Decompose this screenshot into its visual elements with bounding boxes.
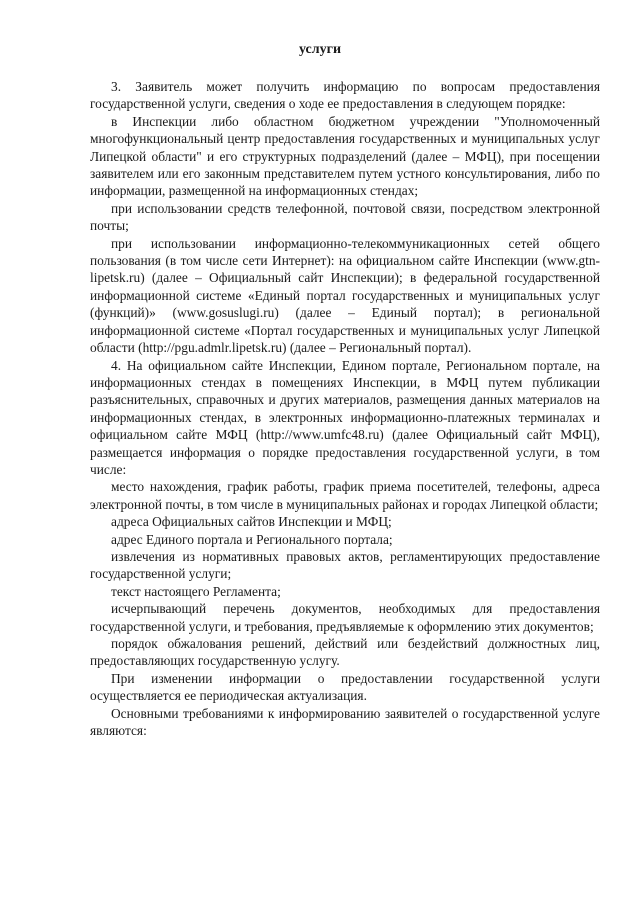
document-body [90,78,600,739]
paragraph-location: место нахождения, график работы, график приема посетителей, телефоны, адреса электронной почты, в том числе в муниципальных районах и городах Липецкой области; [90,479,600,512]
paragraph-update: При изменении информации о предоставлении государственной услуги осуществляется ее периодическая актуализация. [90,670,600,704]
paragraph-item-4: 4. На официальном сайте Инспекции, Едином портале, Региональном портале, на информационных стендах в помещениях Инспекции, в МФЦ путем публикации разъяснительных, справочных и других материалов, размещения данных материалов на информационных стендах, в электронных информационно-платежных терминалах и официальном сайте МФЦ (http://www.umfc48.ru) (далее Официальный сайт МФЦ), размещается информация о порядке предоставления государственной услуги, в том числе: [90,357,600,477]
section-heading: услуги [298,42,342,57]
paragraph-internet: при использовании информационно-телекоммуникационных сетей общего пользования (в том числе сети Интернет): на официальном сайте Инспекции (www.gtn-lipetsk.ru) (далее – Официальный сайт Инспекции); в федеральной государственной информационной системе «Единый портал государственных и муниципальных услуг (функций)» (www.gosuslugi.ru) (далее – Единый портал); в региональной информационной системе «Портал государственных и муниципальных услуг Липецкой области (http://pgu.admlr.lipetsk.ru) (далее – Региональный портал). [90,235,600,356]
paragraph-regulation-text: текст настоящего Регламента; [111,583,281,599]
paragraph-documents-list: исчерпывающий перечень документов, необходимых для предоставления государственной услуги, и требования, предъявляемые к оформлению этих документов; [90,601,600,634]
paragraph-appeal: порядок обжалования решений, действий или бездействий должностных лиц, предоставляющих государственную услугу. [90,636,600,669]
paragraph-portals: адрес Единого портала и Регионального портала; [111,531,393,547]
paragraph-item-3: 3. Заявитель может получить информацию по вопросам предоставления государственной услуги, сведения о ходе ее предоставления в следующем порядке: [90,79,600,112]
paragraph-sites: адреса Официальных сайтов Инспекции и МФЦ; [111,514,392,530]
paragraph-phone-mail: при использовании средств телефонной, почтовой связи, посредством электронной почты; [90,200,600,234]
paragraph-extracts: извлечения из нормативных правовых актов, регламентирующих предоставление государственной услуги; [90,548,600,582]
paragraph-requirements: Основными требованиями к информированию заявителей о государственной услуге являются: [90,705,600,739]
paragraph-in-person: в Инспекции либо областном бюджетном учреждении "Уполномоченный многофункциональный центр предоставления государственных и муниципальных услуг Липецкой области" и его структурных подразделений (далее – МФЦ), при посещении заявителем или его законным представителем путем устного консультирования, либо по информации, размещенной на информационных стендах; [90,113,600,199]
